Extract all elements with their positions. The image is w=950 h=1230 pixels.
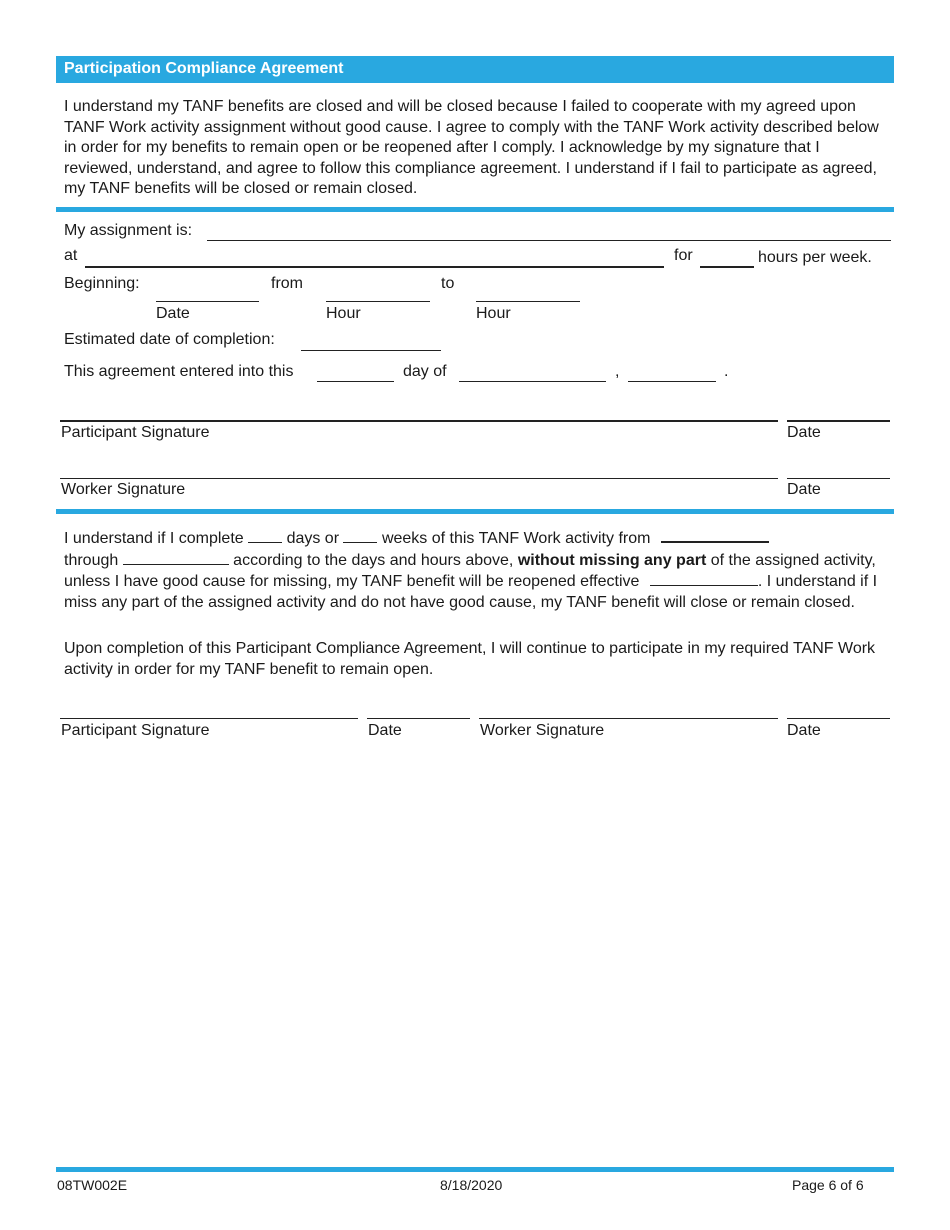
section-divider <box>56 207 894 212</box>
from-label: from <box>271 275 303 292</box>
reopened-effective-field[interactable] <box>650 571 758 586</box>
section-divider-2 <box>56 509 894 514</box>
worker-date-label: Date <box>787 481 821 498</box>
through-date-field[interactable] <box>123 550 229 565</box>
worker-date-line[interactable] <box>787 478 890 479</box>
continuation-paragraph: Upon completion of this Participant Compliance Agreement, I will continue to participate in my required TANF Work activity in order for my TANF benefit to remain open. <box>64 640 876 678</box>
estimated-completion-label: Estimated date of completion: <box>64 331 275 348</box>
comma-text: , <box>615 363 620 380</box>
worker-date-label-2: Date <box>787 722 821 739</box>
for-label: for <box>674 247 693 264</box>
from-date-field[interactable] <box>661 527 769 543</box>
intro-paragraph: I understand my TANF benefits are closed and will be closed because I failed to cooperate with my agreed upon TANF Work activity assignment without good cause. I agree to comply with the TANF Work activity described below in order for my benefits to remain open or be reopened after I comply. I acknowledge by my signature that I reviewed, understand, and agree to follow this compliance agreement. I understand if I fail to participate as agreed, my TANF benefits will be closed or remain closed. <box>64 98 879 197</box>
beginning-label: Beginning: <box>64 275 140 292</box>
worker-signature-line[interactable] <box>60 478 778 479</box>
date-caption: Date <box>156 305 190 322</box>
section-title: Participation Compliance Agreement <box>64 60 344 77</box>
hour-caption-from: Hour <box>326 305 361 322</box>
participant-date-label-2: Date <box>368 722 402 739</box>
participant-signature-line[interactable] <box>60 420 778 422</box>
to-label: to <box>441 275 455 292</box>
at-label: at <box>64 247 78 264</box>
hour-caption-to: Hour <box>476 305 511 322</box>
weeks-field[interactable] <box>343 528 377 543</box>
worker-signature-label: Worker Signature <box>61 481 186 498</box>
period-text: . <box>724 363 729 380</box>
location-field[interactable] <box>85 266 664 268</box>
day-of-label: day of <box>403 363 447 380</box>
participant-date-line-2[interactable] <box>367 718 470 719</box>
page-number: Page 6 of 6 <box>792 1177 864 1193</box>
worker-date-line-2[interactable] <box>787 718 890 719</box>
participant-signature-label: Participant Signature <box>61 424 210 441</box>
days-field[interactable] <box>248 528 282 543</box>
agreement-entered-label: This agreement entered into this <box>64 363 294 380</box>
footer-divider <box>56 1167 894 1172</box>
month-field[interactable] <box>459 381 606 382</box>
from-hour-field[interactable] <box>326 301 430 302</box>
completion-paragraph: I understand if I complete days or weeks of this TANF Work activity from through according to the days and hours above, without missing any part of the assigned activity, unless I have good cause for missing, my TANF benefit will be reopened effective . I understand if I miss any part of the assigned activity and do not have good cause, my TANF benefit will close or remain closed. <box>64 527 890 613</box>
my-assignment-label: My assignment is: <box>64 222 193 239</box>
worker-signature-label-2: Worker Signature <box>480 722 605 739</box>
to-hour-field[interactable] <box>476 301 580 302</box>
estimated-completion-field[interactable] <box>301 350 441 351</box>
beginning-date-field[interactable] <box>156 301 259 302</box>
participant-date-line[interactable] <box>787 420 890 422</box>
worker-signature-line-2[interactable] <box>479 718 778 719</box>
participant-signature-label-2: Participant Signature <box>61 722 210 739</box>
participant-date-label: Date <box>787 424 821 441</box>
day-field[interactable] <box>317 381 394 382</box>
assignment-field[interactable] <box>207 240 891 241</box>
form-id: 08TW002E <box>57 1177 128 1193</box>
revision-date: 8/18/2020 <box>440 1177 503 1193</box>
hours-field[interactable] <box>700 266 754 268</box>
hours-per-week-label: hours per week. <box>758 249 872 266</box>
participant-signature-line-2[interactable] <box>60 718 358 719</box>
year-field[interactable] <box>628 381 716 382</box>
